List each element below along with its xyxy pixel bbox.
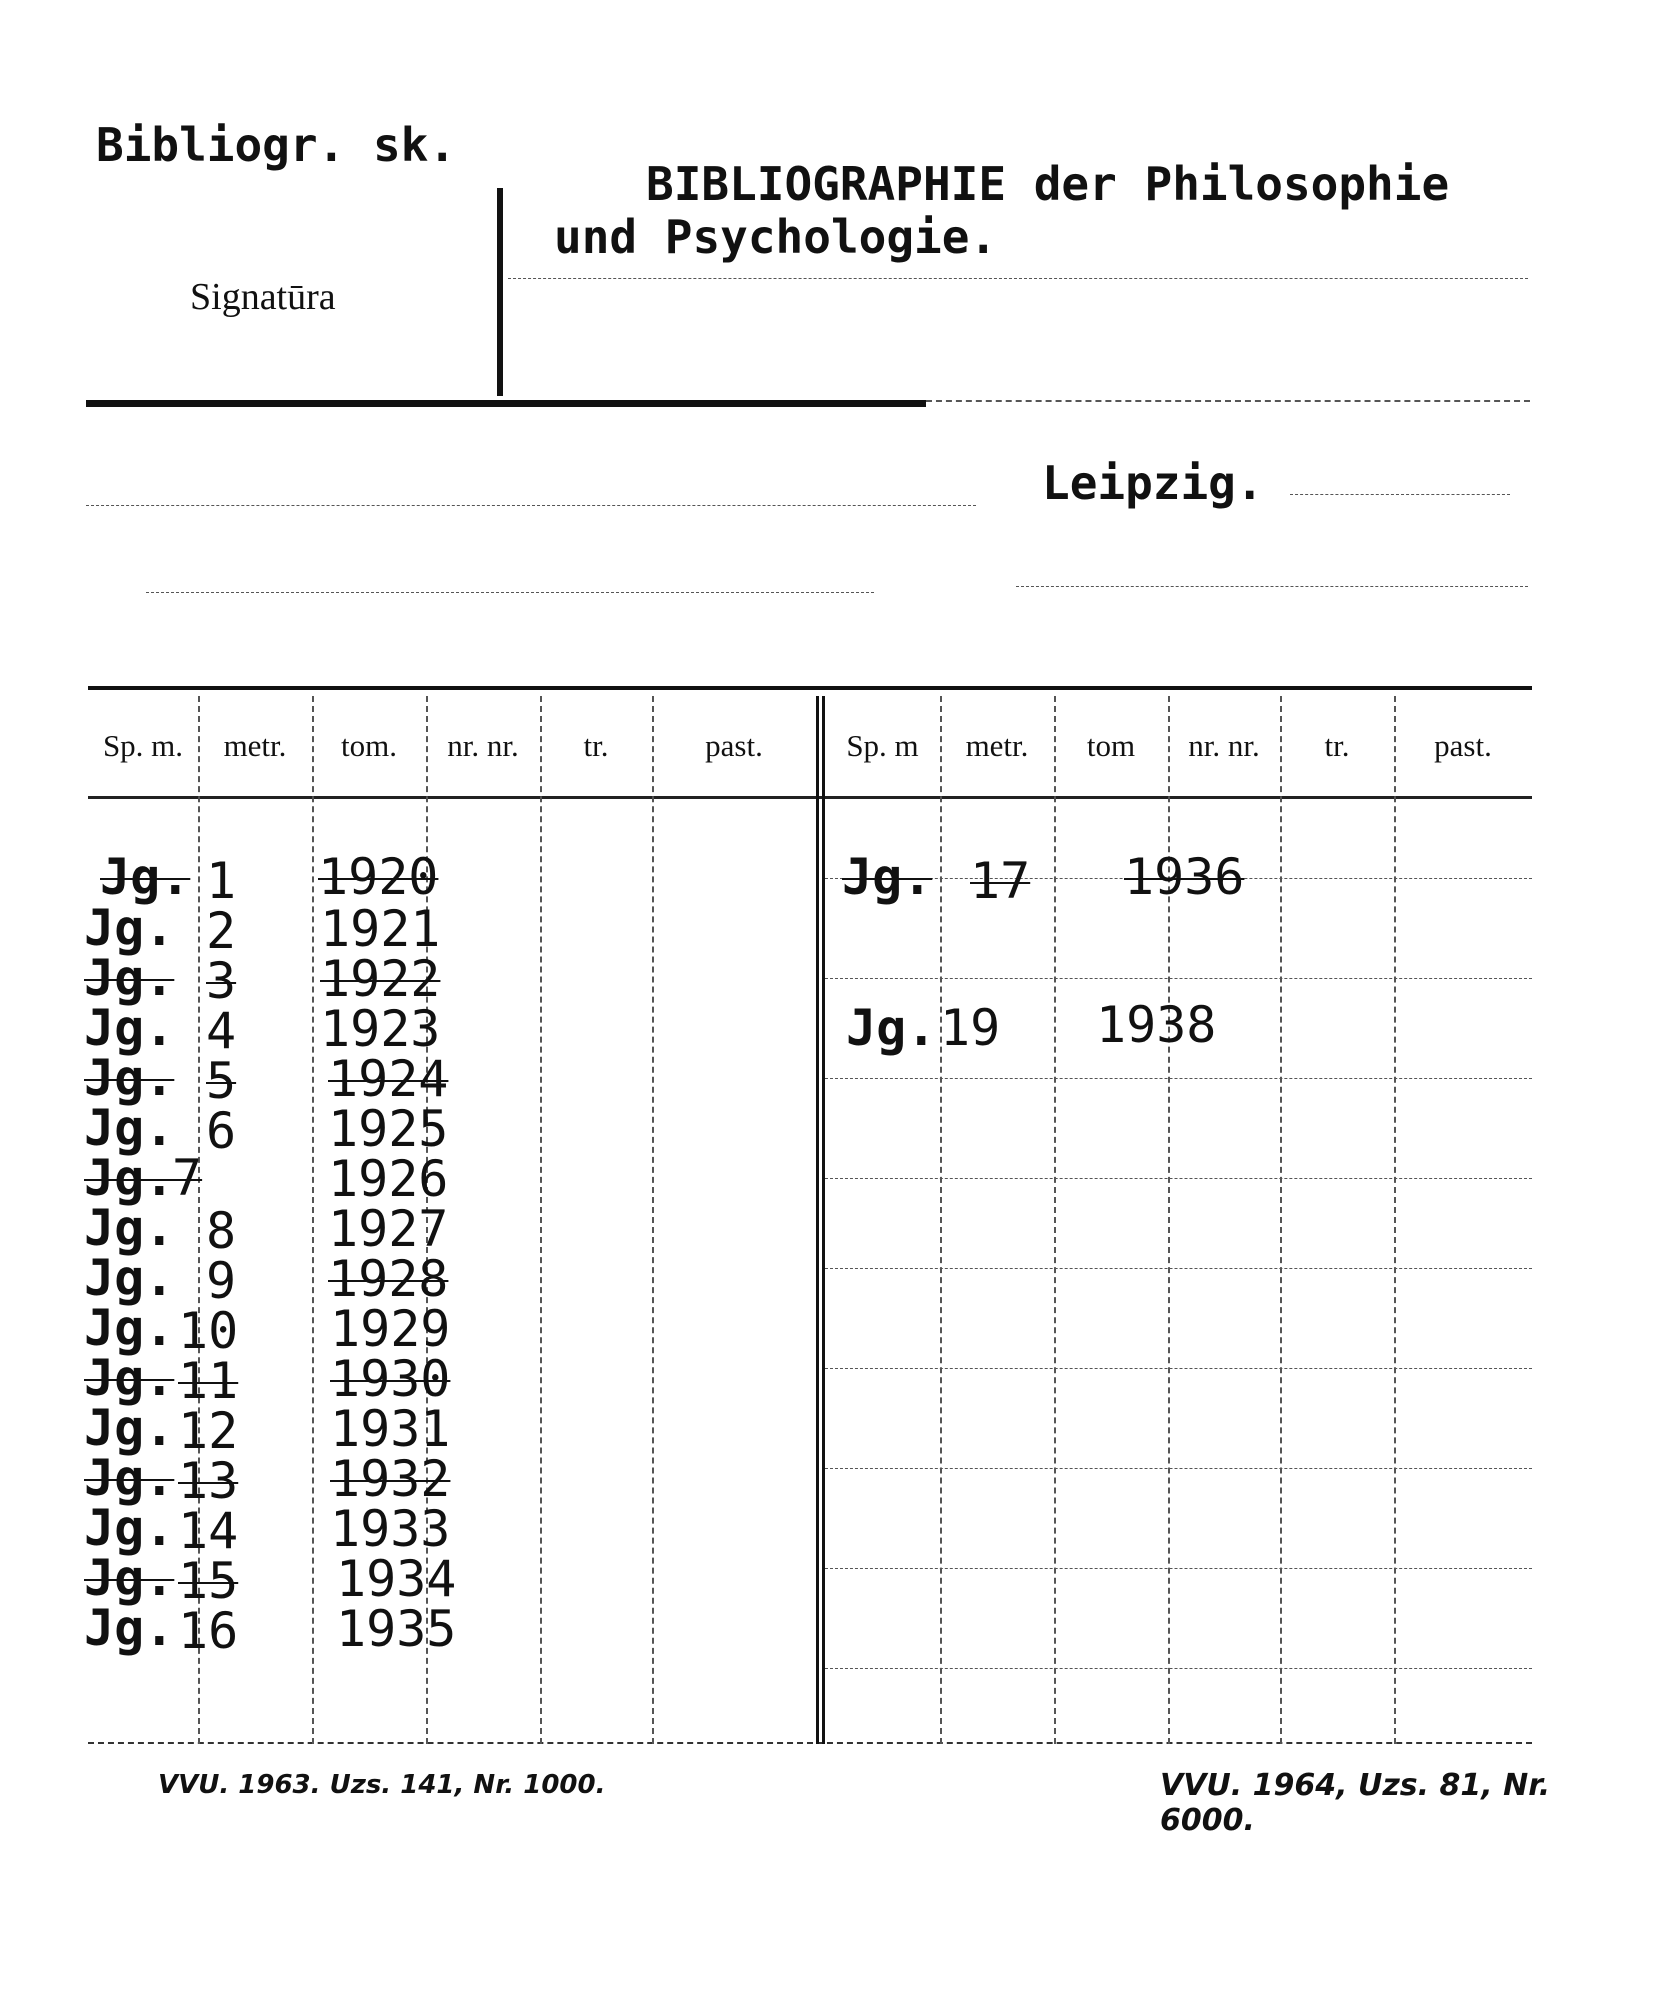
row-15-year: 1934: [336, 1550, 457, 1608]
row-12-jg: Jg.: [84, 1399, 175, 1457]
row-16-vol: 16: [178, 1602, 239, 1660]
header-left-past: past.: [705, 728, 763, 763]
right-row-1-jg: Jg.: [842, 848, 933, 906]
title-line-2: und Psychologie.: [554, 210, 998, 264]
row-5-vol: 5: [206, 1052, 237, 1110]
right-row-rule: [825, 1468, 1532, 1469]
right-row-2-year: 1938: [1096, 996, 1217, 1054]
row-13-vol: 13: [178, 1452, 239, 1510]
row-14-vol: 14: [178, 1502, 239, 1560]
row-7-jg: Jg.: [84, 1149, 175, 1207]
footer-note-left: VVU. 1963. Uzs. 141, Nr. 1000.: [158, 1770, 606, 1800]
col-line-right-4: [1280, 696, 1282, 1744]
row-1-jg: Jg.: [100, 848, 191, 906]
header-right-nr-nr: nr. nr.: [1188, 728, 1260, 763]
signature-label: Signatūra: [190, 276, 336, 318]
table-center-divider: [816, 696, 825, 1744]
row-2-jg: Jg.: [84, 899, 175, 957]
row-8-year: 1927: [328, 1200, 449, 1258]
right-row-1-vol: 17: [970, 852, 1031, 910]
table-top-rule: [88, 686, 1532, 690]
author-rule-left: [86, 505, 976, 506]
col-line-left-4: [540, 696, 542, 1744]
right-row-rule: [825, 1078, 1532, 1079]
col-line-left-2: [312, 696, 314, 1744]
signature-divider: [497, 188, 503, 396]
row-1-year: 1920: [318, 848, 439, 906]
header-right-past: past.: [1434, 728, 1492, 763]
row-12-vol: 12: [178, 1402, 239, 1460]
col-line-left-5: [652, 696, 654, 1744]
row-16-jg: Jg.: [84, 1599, 175, 1657]
row-11-year: 1930: [330, 1350, 451, 1408]
right-row-rule: [825, 1668, 1532, 1669]
row-12-year: 1931: [330, 1400, 451, 1458]
row-10-year: 1929: [330, 1300, 451, 1358]
header-left-metr: metr.: [223, 728, 287, 763]
row-10-vol: 10: [178, 1302, 239, 1360]
col-line-right-5: [1394, 696, 1396, 1744]
col-line-right-2: [1054, 696, 1056, 1744]
header-left-tr: tr.: [583, 728, 609, 763]
header-right-metr: metr.: [965, 728, 1029, 763]
imprint-rule-right: [1016, 586, 1528, 587]
row-8-jg: Jg.: [84, 1199, 175, 1257]
row-3-jg: Jg.: [84, 949, 175, 1007]
title-line-1: BIBLIOGRAPHIE der Philosophie: [646, 157, 1450, 211]
row-3-year: 1922: [320, 950, 441, 1008]
row-13-year: 1932: [330, 1450, 451, 1508]
header-left-sp-m: Sp. m.: [102, 728, 184, 763]
row-7-year: 1926: [328, 1150, 449, 1208]
right-row-rule: [825, 1268, 1532, 1269]
row-2-vol: 2: [206, 902, 237, 960]
col-line-right-1: [940, 696, 942, 1744]
row-5-jg: Jg.: [84, 1049, 175, 1107]
row-6-vol: 6: [206, 1102, 237, 1160]
right-row-rule: [825, 978, 1532, 979]
row-5-year: 1924: [328, 1050, 449, 1108]
row-9-vol: 9: [206, 1252, 237, 1310]
right-row-rule: [825, 1368, 1532, 1369]
right-row-rule: [825, 1568, 1532, 1569]
row-16-year: 1935: [336, 1600, 457, 1658]
header-left-nr-nr: nr. nr.: [447, 728, 519, 763]
row-10-jg: Jg.: [84, 1299, 175, 1357]
header-thin-rule: [926, 400, 1530, 402]
row-6-year: 1925: [328, 1100, 449, 1158]
table-bottom-rule: [88, 1742, 1532, 1744]
header-right-sp-m: Sp. m: [846, 728, 919, 763]
footer-note-right: VVU. 1964, Uzs. 81, Nr. 6000.: [1160, 1768, 1551, 1838]
row-3-vol: 3: [206, 952, 237, 1010]
imprint-rule-left: [146, 592, 874, 593]
row-4-year: 1923: [320, 1000, 441, 1058]
row-15-jg: Jg.: [84, 1549, 175, 1607]
row-13-jg: Jg.: [84, 1449, 175, 1507]
right-row-2-vol: 19: [940, 999, 1001, 1057]
header-right-tom: tom: [1086, 728, 1136, 763]
row-4-vol: 4: [206, 1002, 237, 1060]
place-rule: [1290, 494, 1510, 495]
right-row-2-jg: Jg.: [846, 999, 937, 1057]
row-8-vol: 8: [206, 1202, 237, 1260]
row-11-jg: Jg.: [84, 1349, 175, 1407]
table-header-rule: [88, 796, 1532, 799]
shelf-mark: Bibliogr. sk.: [96, 118, 457, 172]
header-right-tr: tr.: [1324, 728, 1350, 763]
row-11-vol: 11: [178, 1352, 239, 1410]
row-15-vol: 15: [178, 1552, 239, 1610]
row-14-year: 1933: [330, 1500, 451, 1558]
row-2-year: 1921: [320, 900, 441, 958]
title-rule: [508, 278, 1528, 279]
header-left-tom: tom.: [341, 728, 397, 763]
right-row-rule: [825, 1178, 1532, 1179]
row-4-jg: Jg.: [84, 999, 175, 1057]
right-row-1-year: 1936: [1124, 848, 1245, 906]
row-7-vol: 7: [172, 1149, 203, 1207]
row-9-jg: Jg.: [84, 1249, 175, 1307]
row-9-year: 1928: [328, 1250, 449, 1308]
row-14-jg: Jg.: [84, 1499, 175, 1557]
place-of-publication: Leipzig.: [1042, 456, 1264, 510]
row-6-jg: Jg.: [84, 1099, 175, 1157]
row-1-vol: 1: [206, 852, 237, 910]
header-thick-rule: [86, 400, 926, 407]
